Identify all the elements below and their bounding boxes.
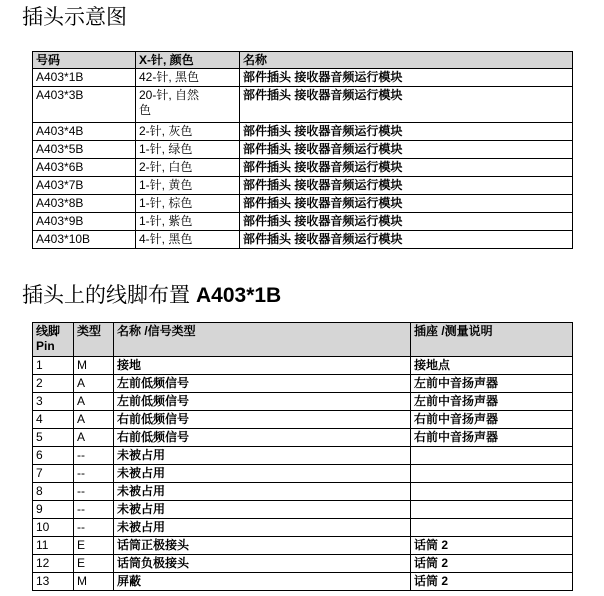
socket-cell: 接地点 [411,357,573,375]
table-row [33,87,573,123]
signal-name-cell: 话筒正极接头 [114,537,411,555]
pin-type-cell: A [74,393,114,411]
table-row [33,555,573,573]
pin-type-cell: E [74,537,114,555]
part-name-cell: 部件插头 接收器音频运行模块 [240,123,573,141]
pin-type-cell: A [74,411,114,429]
part-code-cell: A403*3B [33,87,136,123]
table-row [33,177,573,195]
table-header-row [33,52,573,69]
part-code-cell: A403*4B [33,123,136,141]
table-row [33,213,573,231]
pins-color-cell: 42-针, 黑色 [136,69,240,87]
table-row [33,411,573,429]
table-row [33,537,573,555]
page-title: 插头示意图 [22,6,127,29]
socket-cell: 右前中音扬声器 [411,429,573,447]
section-heading-text: 插头上的线脚布置 [22,284,190,307]
pin-number-cell: 6 [33,447,74,465]
connector-overview-table [32,51,573,249]
column-header-signal-name: 名称 /信号类型 [114,323,411,357]
table-row [33,465,573,483]
signal-name-cell: 未被占用 [114,501,411,519]
table-row [33,141,573,159]
signal-name-cell: 未被占用 [114,483,411,501]
part-code-cell: A403*7B [33,177,136,195]
signal-name-cell: 左前低频信号 [114,393,411,411]
part-name-cell: 部件插头 接收器音频运行模块 [240,195,573,213]
pin-number-cell: 3 [33,393,74,411]
pin-number-cell: 7 [33,465,74,483]
pin-number-cell: 8 [33,483,74,501]
pin-type-cell: -- [74,465,114,483]
pins-color-cell: 1-针, 棕色 [136,195,240,213]
socket-cell: 右前中音扬声器 [411,411,573,429]
pin-type-cell: -- [74,483,114,501]
pins-color-cell: 1-针, 黄色 [136,177,240,195]
table-header-row [33,323,573,357]
pin-type-cell: M [74,357,114,375]
column-header-code: 号码 [33,52,136,69]
column-header-pin [33,323,74,357]
signal-name-cell: 未被占用 [114,465,411,483]
part-name-cell: 部件插头 接收器音频运行模块 [240,213,573,231]
part-name-cell: 部件插头 接收器音频运行模块 [240,231,573,249]
table-row [33,123,573,141]
section-heading-code: A403*1B [196,284,282,307]
pins-color-text: 20-针, 自然色 [139,88,200,117]
column-header-pin-line2: Pin [36,339,55,353]
pin-type-cell: A [74,375,114,393]
signal-name-cell: 右前低频信号 [114,411,411,429]
signal-name-cell: 右前低频信号 [114,429,411,447]
part-name-cell: 部件插头 接收器音频运行模块 [240,177,573,195]
column-header-socket: 插座 /测量说明 [411,323,573,357]
signal-name-cell: 接地 [114,357,411,375]
pin-type-cell: -- [74,519,114,537]
column-header-pins-color: X-针, 颜色 [136,52,240,69]
signal-name-cell: 左前低频信号 [114,375,411,393]
table-row [33,447,573,465]
socket-cell [411,483,573,501]
pin-number-cell: 11 [33,537,74,555]
socket-cell: 话筒 2 [411,573,573,591]
column-header-name: 名称 [240,52,573,69]
part-code-cell: A403*1B [33,69,136,87]
pin-number-cell: 2 [33,375,74,393]
table-row [33,519,573,537]
part-name-cell: 部件插头 接收器音频运行模块 [240,87,573,123]
table-row [33,195,573,213]
pin-number-cell: 10 [33,519,74,537]
pin-assignment-table [32,322,573,591]
socket-cell [411,501,573,519]
part-code-cell: A403*10B [33,231,136,249]
part-code-cell: A403*5B [33,141,136,159]
pin-type-cell: E [74,555,114,573]
pin-number-cell: 4 [33,411,74,429]
column-header-type: 类型 [74,323,114,357]
pin-number-cell: 5 [33,429,74,447]
pin-type-cell: A [74,429,114,447]
socket-cell: 左前中音扬声器 [411,393,573,411]
table-row [33,231,573,249]
column-header-pin-line1: 线脚 [36,324,61,338]
table-row [33,393,573,411]
signal-name-cell: 未被占用 [114,519,411,537]
table-row [33,501,573,519]
socket-cell [411,519,573,537]
signal-name-cell: 屏蔽 [114,573,411,591]
table-row [33,375,573,393]
table-row [33,159,573,177]
table-row [33,429,573,447]
signal-name-cell: 未被占用 [114,447,411,465]
socket-cell [411,465,573,483]
socket-cell: 话筒 2 [411,537,573,555]
part-name-cell: 部件插头 接收器音频运行模块 [240,69,573,87]
socket-cell: 左前中音扬声器 [411,375,573,393]
socket-cell [411,447,573,465]
pins-color-cell: 1-针, 紫色 [136,213,240,231]
part-code-cell: A403*6B [33,159,136,177]
signal-name-cell: 话筒负极接头 [114,555,411,573]
pin-number-cell: 1 [33,357,74,375]
pins-color-cell [136,87,240,123]
pin-number-cell: 9 [33,501,74,519]
pin-type-cell: -- [74,447,114,465]
pins-color-cell: 2-针, 白色 [136,159,240,177]
part-name-cell: 部件插头 接收器音频运行模块 [240,159,573,177]
section-heading [22,283,281,309]
pin-number-cell: 13 [33,573,74,591]
part-name-cell: 部件插头 接收器音频运行模块 [240,141,573,159]
part-code-cell: A403*9B [33,213,136,231]
socket-cell: 话筒 2 [411,555,573,573]
table-row [33,483,573,501]
pins-color-cell: 2-针, 灰色 [136,123,240,141]
table-row [33,357,573,375]
pin-number-cell: 12 [33,555,74,573]
table-row [33,69,573,87]
table-row [33,573,573,591]
pins-color-cell: 1-针, 绿色 [136,141,240,159]
pin-type-cell: M [74,573,114,591]
pins-color-cell: 4-针, 黑色 [136,231,240,249]
part-code-cell: A403*8B [33,195,136,213]
pin-type-cell: -- [74,501,114,519]
